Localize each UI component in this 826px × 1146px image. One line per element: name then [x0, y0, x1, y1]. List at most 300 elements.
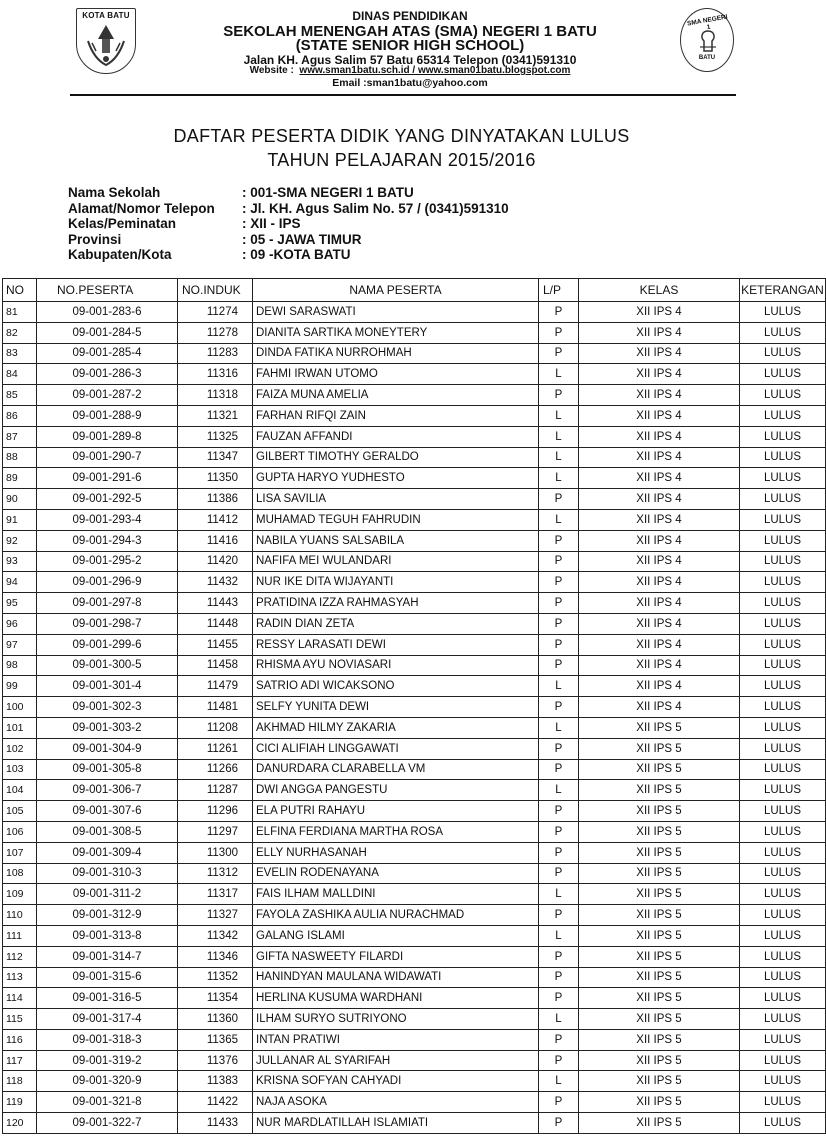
cell-lp: P [539, 572, 579, 593]
cell-keterangan: LULUS [740, 821, 826, 842]
table-row [3, 821, 826, 842]
table-row [3, 967, 826, 988]
cell-keterangan: LULUS [740, 385, 826, 406]
cell-kelas: XII IPS 4 [579, 447, 740, 468]
table-row [3, 1050, 826, 1071]
cell-kelas: XII IPS 5 [579, 738, 740, 759]
cell-no: 113 [3, 967, 37, 988]
cell-no: 100 [3, 697, 37, 718]
cell-nama-peserta: HANINDYAN MAULANA WIDAWATI [253, 967, 539, 988]
table-row [3, 842, 826, 863]
cell-no-induk: 11386 [178, 489, 253, 510]
cell-nama-peserta: ELFINA FERDIANA MARTHA ROSA [253, 821, 539, 842]
table-row [3, 1071, 826, 1092]
website-link[interactable]: www.sman1batu.sch.id / www.sman01batu.blogspot.com [299, 65, 571, 76]
cell-no: 96 [3, 613, 37, 634]
cell-kelas: XII IPS 4 [579, 613, 740, 634]
info-value: : 09 -KOTA BATU [242, 247, 351, 262]
cell-nama-peserta: GIFTA NASWEETY FILARDI [253, 946, 539, 967]
cell-no-induk: 11383 [178, 1071, 253, 1092]
cell-keterangan: LULUS [740, 343, 826, 364]
cell-keterangan: LULUS [740, 509, 826, 530]
cell-no: 95 [3, 593, 37, 614]
table-row [3, 405, 826, 426]
school-email: Email :sman1batu@yahoo.com [332, 77, 488, 89]
table-row [3, 468, 826, 489]
letterhead-divider [70, 94, 736, 96]
cell-kelas: XII IPS 4 [579, 655, 740, 676]
cell-kelas: XII IPS 5 [579, 863, 740, 884]
cell-no-peserta: 09-001-316-5 [37, 988, 178, 1009]
table-row [3, 676, 826, 697]
cell-keterangan: LULUS [740, 738, 826, 759]
logo-right-bottom: BATU [698, 55, 716, 61]
cell-keterangan: LULUS [740, 530, 826, 551]
cell-no: 112 [3, 946, 37, 967]
document-title: DAFTAR PESERTA DIDIK YANG DINYATAKAN LULUS [173, 126, 630, 146]
cell-lp: P [539, 1029, 579, 1050]
cell-no-induk: 11287 [178, 780, 253, 801]
cell-no-peserta: 09-001-286-3 [37, 364, 178, 385]
cell-no-peserta: 09-001-288-9 [37, 405, 178, 426]
cell-kelas: XII IPS 5 [579, 1029, 740, 1050]
cell-no-peserta: 09-001-322-7 [37, 1113, 178, 1134]
info-label: Alamat/Nomor Telepon [68, 200, 215, 216]
cell-no-induk: 11266 [178, 759, 253, 780]
info-label: Nama Sekolah [68, 185, 161, 200]
cell-lp: P [539, 593, 579, 614]
cell-lp: P [539, 302, 579, 323]
cell-lp: P [539, 821, 579, 842]
cell-keterangan: LULUS [740, 551, 826, 572]
cell-nama-peserta: EVELIN RODENAYANA [253, 863, 539, 884]
cell-no-induk: 11327 [178, 905, 253, 926]
table-row [3, 426, 826, 447]
table-row [3, 759, 826, 780]
cell-no: 117 [3, 1050, 37, 1071]
cell-lp: L [539, 676, 579, 697]
cell-lp: P [539, 759, 579, 780]
table-body [3, 302, 826, 1134]
table-row [3, 1009, 826, 1030]
cell-no: 103 [3, 759, 37, 780]
cell-no: 119 [3, 1092, 37, 1113]
cell-nama-peserta: FAIZA MUNA AMELIA [253, 385, 539, 406]
cell-no-peserta: 09-001-309-4 [37, 842, 178, 863]
cell-no-peserta: 09-001-293-4 [37, 509, 178, 530]
cell-nama-peserta: SATRIO ADI WICAKSONO [253, 676, 539, 697]
table-row [3, 572, 826, 593]
cell-lp: L [539, 426, 579, 447]
cell-nama-peserta: GUPTA HARYO YUDHESTO [253, 468, 539, 489]
school-website [150, 66, 670, 76]
cell-no-induk: 11443 [178, 593, 253, 614]
cell-no: 93 [3, 551, 37, 572]
info-label: Kabupaten/Kota [68, 247, 172, 262]
cell-keterangan: LULUS [740, 1092, 826, 1113]
header-lp: L/P [539, 279, 579, 302]
cell-no-peserta: 09-001-296-9 [37, 572, 178, 593]
cell-kelas: XII IPS 5 [579, 1092, 740, 1113]
school-name: SEKOLAH MENENGAH ATAS (SMA) NEGERI 1 BATU [223, 23, 597, 40]
cell-no-peserta: 09-001-318-3 [37, 1029, 178, 1050]
cell-nama-peserta: JULLANAR AL SYARIFAH [253, 1050, 539, 1071]
cell-no-induk: 11297 [178, 821, 253, 842]
cell-keterangan: LULUS [740, 593, 826, 614]
cell-lp: L [539, 884, 579, 905]
cell-no: 83 [3, 343, 37, 364]
cell-kelas: XII IPS 4 [579, 468, 740, 489]
cell-no-peserta: 09-001-285-4 [37, 343, 178, 364]
cell-kelas: XII IPS 4 [579, 489, 740, 510]
cell-nama-peserta: RESSY LARASATI DEWI [253, 634, 539, 655]
cell-nama-peserta: DANURDARA CLARABELLA VM [253, 759, 539, 780]
cell-no-induk: 11422 [178, 1092, 253, 1113]
cell-keterangan: LULUS [740, 697, 826, 718]
table-row [3, 884, 826, 905]
cell-nama-peserta: ELA PUTRI RAHAYU [253, 801, 539, 822]
cell-nama-peserta: AKHMAD HILMY ZAKARIA [253, 717, 539, 738]
cell-kelas: XII IPS 5 [579, 988, 740, 1009]
cell-no-peserta: 09-001-292-5 [37, 489, 178, 510]
cell-no-peserta: 09-001-294-3 [37, 530, 178, 551]
cell-nama-peserta: FAUZAN AFFANDI [253, 426, 539, 447]
table-row [3, 385, 826, 406]
cell-nama-peserta: ILHAM SURYO SUTRIYONO [253, 1009, 539, 1030]
cell-no-induk: 11412 [178, 509, 253, 530]
cell-no: 86 [3, 405, 37, 426]
cell-keterangan: LULUS [740, 1029, 826, 1050]
cell-kelas: XII IPS 5 [579, 801, 740, 822]
cell-lp: L [539, 364, 579, 385]
cell-lp: P [539, 343, 579, 364]
cell-no-induk: 11296 [178, 801, 253, 822]
cell-no-induk: 11479 [178, 676, 253, 697]
table-row [3, 343, 826, 364]
cell-no: 110 [3, 905, 37, 926]
cell-lp: P [539, 801, 579, 822]
cell-kelas: XII IPS 5 [579, 884, 740, 905]
cell-kelas: XII IPS 4 [579, 426, 740, 447]
cell-lp: L [539, 780, 579, 801]
cell-nama-peserta: DINDA FATIKA NURROHMAH [253, 343, 539, 364]
sma-negeri-1-batu-logo [680, 8, 734, 72]
cell-no: 89 [3, 468, 37, 489]
cell-nama-peserta: ELLY NURHASANAH [253, 842, 539, 863]
cell-lp: P [539, 634, 579, 655]
cell-no-induk: 11360 [178, 1009, 253, 1030]
cell-nama-peserta: NAFIFA MEI WULANDARI [253, 551, 539, 572]
cell-no-induk: 11458 [178, 655, 253, 676]
cell-no: 81 [3, 302, 37, 323]
cell-no: 107 [3, 842, 37, 863]
cell-lp: P [539, 967, 579, 988]
cell-no-peserta: 09-001-314-7 [37, 946, 178, 967]
table-row [3, 925, 826, 946]
cell-no-induk: 11347 [178, 447, 253, 468]
cell-no-peserta: 09-001-299-6 [37, 634, 178, 655]
cell-no: 92 [3, 530, 37, 551]
cell-no-induk: 11416 [178, 530, 253, 551]
cell-lp: P [539, 385, 579, 406]
cell-no-induk: 11300 [178, 842, 253, 863]
cell-nama-peserta: PRATIDINA IZZA RAHMASYAH [253, 593, 539, 614]
cell-keterangan: LULUS [740, 676, 826, 697]
cell-lp: P [539, 988, 579, 1009]
cell-no: 84 [3, 364, 37, 385]
cell-lp: P [539, 613, 579, 634]
table-row [3, 447, 826, 468]
cell-lp: P [539, 322, 579, 343]
cell-keterangan: LULUS [740, 489, 826, 510]
table-row [3, 946, 826, 967]
cell-kelas: XII IPS 5 [579, 1113, 740, 1134]
cell-kelas: XII IPS 5 [579, 925, 740, 946]
cell-no-peserta: 09-001-302-3 [37, 697, 178, 718]
cell-lp: P [539, 905, 579, 926]
table-header-row [3, 279, 826, 302]
cell-no-peserta: 09-001-313-8 [37, 925, 178, 946]
cell-no: 118 [3, 1071, 37, 1092]
cell-nama-peserta: NUR MARDLATILLAH ISLAMIATI [253, 1113, 539, 1134]
cell-nama-peserta: SELFY YUNITA DEWI [253, 697, 539, 718]
cell-no-peserta: 09-001-295-2 [37, 551, 178, 572]
cell-keterangan: LULUS [740, 364, 826, 385]
cell-no-induk: 11342 [178, 925, 253, 946]
cell-kelas: XII IPS 4 [579, 405, 740, 426]
cell-keterangan: LULUS [740, 905, 826, 926]
cell-lp: P [539, 697, 579, 718]
cell-keterangan: LULUS [740, 1113, 826, 1134]
table-row [3, 905, 826, 926]
cell-no-induk: 11352 [178, 967, 253, 988]
cell-nama-peserta: RADIN DIAN ZETA [253, 613, 539, 634]
cell-no-peserta: 09-001-284-5 [37, 322, 178, 343]
cell-nama-peserta: HERLINA KUSUMA WARDHANI [253, 988, 539, 1009]
table-row [3, 655, 826, 676]
cell-kelas: XII IPS 4 [579, 322, 740, 343]
table-row [3, 1092, 826, 1113]
cell-kelas: XII IPS 4 [579, 572, 740, 593]
cell-lp: L [539, 717, 579, 738]
cell-lp: P [539, 1092, 579, 1113]
cell-keterangan: LULUS [740, 655, 826, 676]
cell-keterangan: LULUS [740, 1050, 826, 1071]
cell-nama-peserta: KRISNA SOFYAN CAHYADI [253, 1071, 539, 1092]
agency-name: DINAS PENDIDIKAN [352, 9, 468, 23]
cell-keterangan: LULUS [740, 613, 826, 634]
document-subtitle: TAHUN PELAJARAN 2015/2016 [267, 150, 536, 170]
cell-keterangan: LULUS [740, 717, 826, 738]
cell-kelas: XII IPS 5 [579, 759, 740, 780]
header-no-peserta: NO.PESERTA [37, 279, 178, 302]
cell-no-induk: 11321 [178, 405, 253, 426]
cell-no-peserta: 09-001-317-4 [37, 1009, 178, 1030]
cell-keterangan: LULUS [740, 322, 826, 343]
kota-batu-logo [76, 8, 136, 74]
cell-no-induk: 11481 [178, 697, 253, 718]
cell-no-induk: 11354 [178, 988, 253, 1009]
cell-nama-peserta: FARHAN RIFQI ZAIN [253, 405, 539, 426]
cell-no-induk: 11325 [178, 426, 253, 447]
cell-keterangan: LULUS [740, 801, 826, 822]
kota-batu-emblem-icon [84, 21, 128, 69]
cell-lp: L [539, 1009, 579, 1030]
website-label: Website : [249, 65, 294, 76]
info-value: : 001-SMA NEGERI 1 BATU [242, 185, 414, 200]
cell-keterangan: LULUS [740, 302, 826, 323]
cell-nama-peserta: FAYOLA ZASHIKA AULIA NURACHMAD [253, 905, 539, 926]
cell-keterangan: LULUS [740, 1071, 826, 1092]
cell-no-induk: 11316 [178, 364, 253, 385]
table-row [3, 634, 826, 655]
cell-nama-peserta: MUHAMAD TEGUH FAHRUDIN [253, 509, 539, 530]
cell-nama-peserta: RHISMA AYU NOVIASARI [253, 655, 539, 676]
cell-nama-peserta: GALANG ISLAMI [253, 925, 539, 946]
cell-keterangan: LULUS [740, 634, 826, 655]
table-row [3, 780, 826, 801]
cell-lp: P [539, 551, 579, 572]
school-emblem-icon [694, 29, 722, 55]
cell-nama-peserta: LISA SAVILIA [253, 489, 539, 510]
cell-kelas: XII IPS 5 [579, 717, 740, 738]
cell-keterangan: LULUS [740, 759, 826, 780]
cell-no: 111 [3, 925, 37, 946]
cell-kelas: XII IPS 5 [579, 905, 740, 926]
cell-no-peserta: 09-001-303-2 [37, 717, 178, 738]
cell-kelas: XII IPS 4 [579, 676, 740, 697]
cell-no-peserta: 09-001-320-9 [37, 1071, 178, 1092]
cell-no: 94 [3, 572, 37, 593]
header-nama-peserta: NAMA PESERTA [253, 279, 539, 302]
cell-kelas: XII IPS 5 [579, 1009, 740, 1030]
cell-no-induk: 11278 [178, 322, 253, 343]
table-row [3, 1113, 826, 1134]
cell-no-peserta: 09-001-300-5 [37, 655, 178, 676]
cell-no: 90 [3, 489, 37, 510]
cell-kelas: XII IPS 4 [579, 364, 740, 385]
cell-keterangan: LULUS [740, 967, 826, 988]
cell-lp: L [539, 447, 579, 468]
cell-no: 91 [3, 509, 37, 530]
cell-no: 105 [3, 801, 37, 822]
cell-nama-peserta: NAJA ASOKA [253, 1092, 539, 1113]
cell-nama-peserta: NUR IKE DITA WIJAYANTI [253, 572, 539, 593]
cell-lp: P [539, 530, 579, 551]
table-row [3, 801, 826, 822]
cell-lp: P [539, 1050, 579, 1071]
cell-no-peserta: 09-001-301-4 [37, 676, 178, 697]
cell-lp: P [539, 863, 579, 884]
table-row [3, 1029, 826, 1050]
cell-nama-peserta: FAIS ILHAM MALLDINI [253, 884, 539, 905]
cell-no: 97 [3, 634, 37, 655]
cell-no-induk: 11455 [178, 634, 253, 655]
cell-kelas: XII IPS 4 [579, 634, 740, 655]
cell-kelas: XII IPS 5 [579, 1050, 740, 1071]
cell-lp: P [539, 842, 579, 863]
cell-no-peserta: 09-001-306-7 [37, 780, 178, 801]
cell-no-induk: 11283 [178, 343, 253, 364]
table-row [3, 509, 826, 530]
header-keterangan: KETERANGAN [740, 279, 826, 302]
cell-no-induk: 11420 [178, 551, 253, 572]
cell-nama-peserta: GILBERT TIMOTHY GERALDO [253, 447, 539, 468]
cell-no-induk: 11318 [178, 385, 253, 406]
cell-no: 120 [3, 1113, 37, 1134]
table-row [3, 738, 826, 759]
cell-no: 108 [3, 863, 37, 884]
cell-no-induk: 11432 [178, 572, 253, 593]
cell-kelas: XII IPS 4 [579, 343, 740, 364]
cell-no-peserta: 09-001-297-8 [37, 593, 178, 614]
cell-no-peserta: 09-001-321-8 [37, 1092, 178, 1113]
cell-kelas: XII IPS 5 [579, 821, 740, 842]
cell-no: 114 [3, 988, 37, 1009]
cell-no: 109 [3, 884, 37, 905]
cell-keterangan: LULUS [740, 884, 826, 905]
cell-no-induk: 11208 [178, 717, 253, 738]
info-value: : XII - IPS [242, 216, 301, 231]
cell-lp: P [539, 946, 579, 967]
cell-no-induk: 11346 [178, 946, 253, 967]
header-kelas: KELAS [579, 279, 740, 302]
table-row [3, 364, 826, 385]
cell-lp: P [539, 738, 579, 759]
cell-keterangan: LULUS [740, 842, 826, 863]
table-row [3, 530, 826, 551]
cell-kelas: XII IPS 4 [579, 302, 740, 323]
table-row [3, 697, 826, 718]
cell-lp: L [539, 1071, 579, 1092]
cell-no-peserta: 09-001-304-9 [37, 738, 178, 759]
cell-nama-peserta: DEWI SARASWATI [253, 302, 539, 323]
cell-lp: P [539, 1113, 579, 1134]
cell-no: 106 [3, 821, 37, 842]
info-value: : 05 - JAWA TIMUR [242, 231, 362, 247]
cell-keterangan: LULUS [740, 426, 826, 447]
cell-lp: P [539, 489, 579, 510]
cell-keterangan: LULUS [740, 572, 826, 593]
cell-no-peserta: 09-001-315-6 [37, 967, 178, 988]
cell-no-peserta: 09-001-308-5 [37, 821, 178, 842]
logo-right-text: SMA NEGERI 1 [686, 13, 729, 32]
table-row [3, 322, 826, 343]
cell-no: 87 [3, 426, 37, 447]
cell-lp: L [539, 405, 579, 426]
cell-nama-peserta: CICI ALIFIAH LINGGAWATI [253, 738, 539, 759]
logo-left-text: KOTA BATU [82, 11, 130, 20]
cell-no-peserta: 09-001-290-7 [37, 447, 178, 468]
cell-kelas: XII IPS 5 [579, 842, 740, 863]
cell-kelas: XII IPS 4 [579, 697, 740, 718]
school-address: Jalan KH. Agus Salim 57 Batu 65314 Telepon (0341)591310 [243, 53, 577, 67]
cell-keterangan: LULUS [740, 1009, 826, 1030]
cell-lp: L [539, 925, 579, 946]
cell-no-peserta: 09-001-310-3 [37, 863, 178, 884]
cell-no-peserta: 09-001-305-8 [37, 759, 178, 780]
cell-no-peserta: 09-001-289-8 [37, 426, 178, 447]
cell-no-peserta: 09-001-312-9 [37, 905, 178, 926]
cell-no-induk: 11312 [178, 863, 253, 884]
cell-keterangan: LULUS [740, 925, 826, 946]
info-label: Provinsi [68, 231, 122, 247]
cell-no-peserta: 09-001-298-7 [37, 613, 178, 634]
cell-no: 88 [3, 447, 37, 468]
cell-nama-peserta: DIANITA SARTIKA MONEYTERY [253, 322, 539, 343]
cell-no: 102 [3, 738, 37, 759]
cell-no-induk: 11433 [178, 1113, 253, 1134]
